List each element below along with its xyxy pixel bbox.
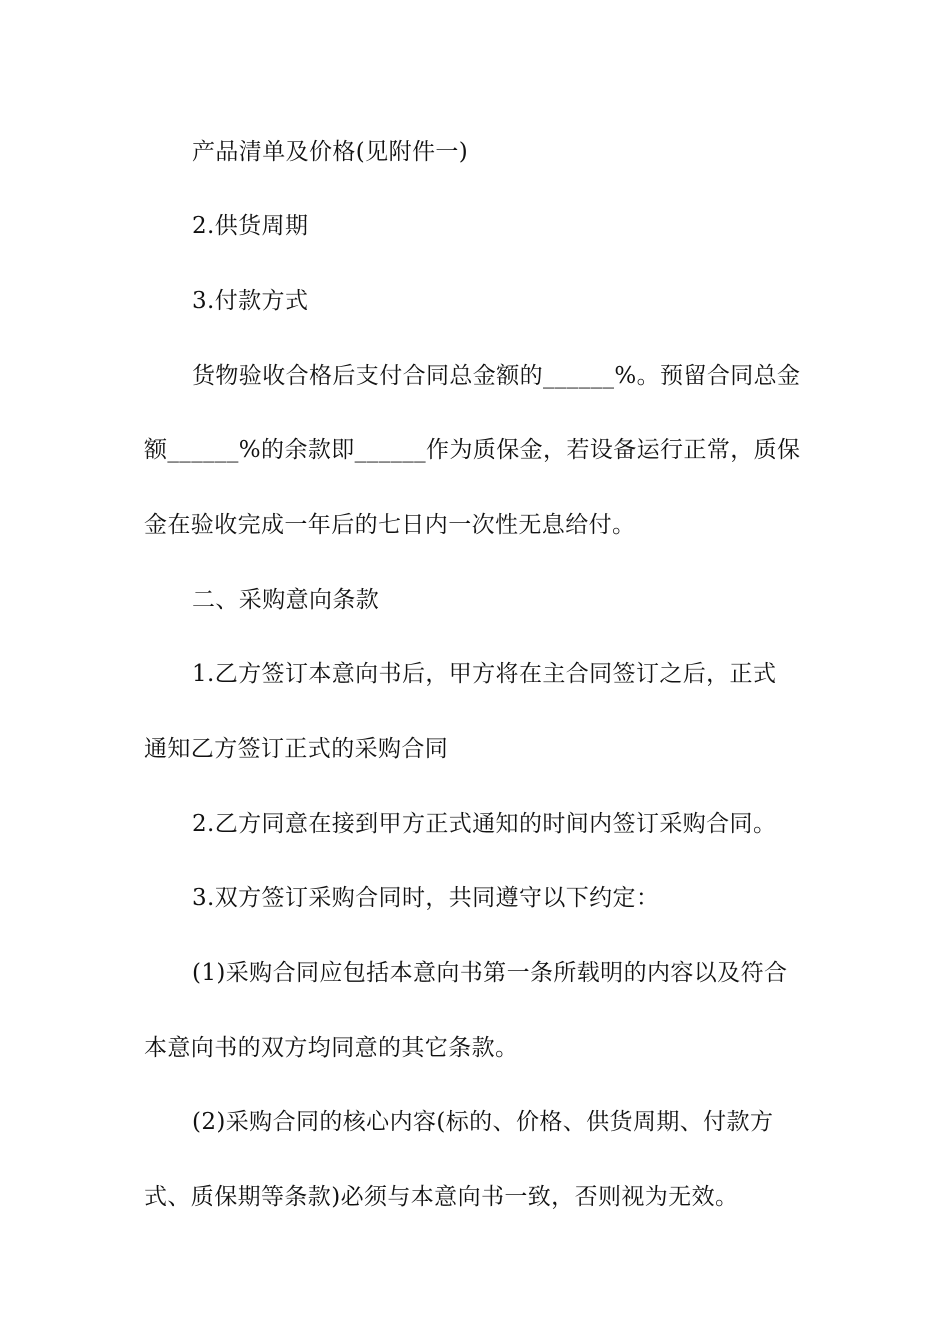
- text-line: 金在验收完成一年后的七日内一次性无息给付。: [144, 512, 636, 538]
- text-line: 货物验收合格后支付合同总金额的______%。预留合同总金: [192, 363, 801, 389]
- text-line: 3.付款方式: [192, 288, 309, 314]
- text-line: 式、质保期等条款)必须与本意向书一致，否则视为无效。: [144, 1184, 739, 1210]
- text-line: 1.乙方签订本意向书后，甲方将在主合同签订之后，正式: [192, 661, 777, 687]
- text-line: 2.供货周期: [192, 213, 309, 239]
- text-line: 产品清单及价格(见附件一): [192, 139, 469, 165]
- text-line: 额______%的余款即______作为质保金，若设备运行正常，质保: [144, 437, 801, 463]
- text-line: 本意向书的双方均同意的其它条款。: [144, 1035, 519, 1061]
- text-line: 2.乙方同意在接到甲方正式通知的时间内签订采购合同。: [192, 811, 777, 837]
- text-line: (1)采购合同应包括本意向书第一条所载明的内容以及符合: [192, 960, 788, 986]
- text-line: (2)采购合同的核心内容(标的、价格、供货周期、付款方: [192, 1109, 774, 1135]
- section-heading: 二、采购意向条款: [192, 587, 380, 613]
- text-line: 通知乙方签订正式的采购合同: [144, 736, 449, 762]
- text-line: 3.双方签订采购合同时，共同遵守以下约定：: [192, 885, 660, 911]
